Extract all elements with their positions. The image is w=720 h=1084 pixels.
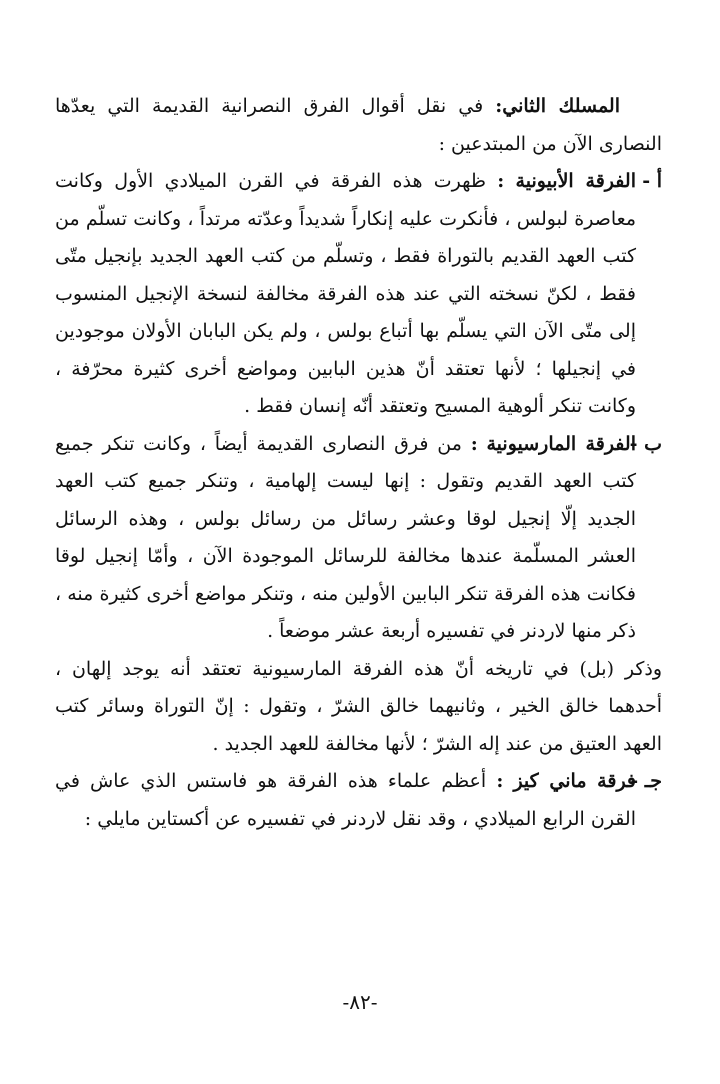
list-item-sect-marcionite [55, 426, 662, 651]
sect-separator: : [497, 170, 505, 192]
list-item-sect-ebionite [55, 163, 662, 426]
sect-name: الفرقة الأبيونية [515, 170, 636, 192]
list-item-sect-manichaean [55, 763, 662, 838]
sect-separator: : [470, 432, 478, 455]
sect-name: فرقة ماني كيز [513, 770, 637, 792]
section-heading: المسلك الثاني: [495, 95, 620, 117]
page-body [55, 88, 662, 838]
sect-description: من فرق النصارى القديمة أيضاً ، وكانت تنكر جميع كتب العهد القديم وتقول : إنها ليست إلهامية ، وتنكر جميع كتب العهد الجديد إلّا إنجيل لوقا وعشر رسائل من رسائل بولس ، وهذه الرسائل العشر المسلّمة عندها مخالفة للرسائل الموجودة الآن ، وأمّا إنجيل لوقا فكانت هذه الفرقة تنكر البابين الأولين منه ، وتنكر مواضع أخرى كثيرة منه ، ذكر منها لاردنر في تفسيره أربعة عشر موضعاً . [55, 432, 636, 642]
paragraph-bell: وذكر (بل) في تاريخه أنّ هذه الفرقة المارسيونية تعتقد أنه يوجد إلهان ، أحدهما خالق الخير ، وثانيهما خالق الشرّ ، وتقول : إنّ التوراة وسائر كتب العهد العتيق من عند إله الشرّ ؛ لأنها مخالفة للعهد الجديد . [55, 657, 662, 755]
sect-description: أعظم علماء هذه الفرقة هو فاستس الذي عاش في القرن الرابع الميلادي ، وقد نقل لاردنر في تفسيره عن أكستاين مايلي : [55, 770, 636, 830]
list-marker: أ - [642, 170, 662, 192]
sect-separator: : [496, 770, 504, 792]
sect-description: ظهرت هذه الفرقة في القرن الميلادي الأول وكانت معاصرة لبولس ، فأنكرت عليه إنكاراً شديداً وعدّته مرتداً ، وكانت تسلّم من كتب العهد القديم بالتوراة فقط ، وتسلّم من كتب العهد الجديد بإنجيل متّى فقط ، لكنّ نسخته التي عند هذه الفرقة مخالفة لنسخة الإنجيل المنسوب إلى متّى الآن التي يسلّم بها أتباع بولس ، ولم يكن البابان الأولان موجودين في إنجيلها ؛ لأنها تعتقد أنّ هذين البابين ومواضع أخرى كثيرة محرّفة ، وكانت تنكر ألوهية المسيح وتعتقد أنّه إنسان فقط . [55, 170, 636, 417]
list-marker: ب - [629, 432, 662, 455]
section-intro-text: في نقل أقوال الفرق النصرانية القديمة التي يعدّها النصارى الآن من المبتدعين : [55, 95, 662, 155]
paragraph-path-two [55, 88, 662, 163]
list-marker: جـ - [630, 770, 662, 792]
page-number: -٨٢- [342, 990, 378, 1014]
sect-name: الفرقة المارسيونية [486, 432, 636, 455]
